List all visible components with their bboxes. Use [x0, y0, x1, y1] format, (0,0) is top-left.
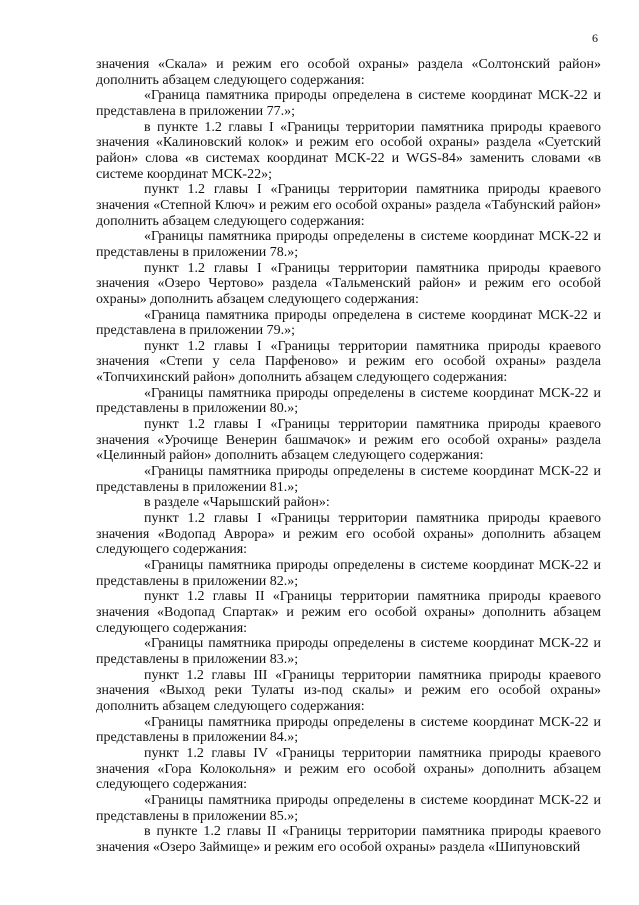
paragraph-4: пункт 1.2 главы I «Границы территории памятника природы краевого значения «Степной Ключ» и режим его особой охраны» раздела «Табунский район» дополнить абзацем следующего содержания:: [96, 182, 601, 229]
paragraph-3: в пункте 1.2 главы I «Границы территории памятника природы краевого значения «Калиновский колок» и режим его особой охраны» раздела «Суетский район» слова «в системах координат МСК-22 и WGS-84» заменить словами «в системе координат МСК-22»;: [96, 119, 601, 182]
document-body: [96, 57, 601, 855]
paragraph-1: значения «Скала» и режим его особой охраны» раздела «Солтонский район» дополнить абзацем следующего содержания:: [96, 57, 601, 88]
paragraph-10: пункт 1.2 главы I «Границы территории памятника природы краевого значения «Урочище Венерин башмачок» и режим его особой охраны» раздела «Целинный район» дополнить абзацем следующего содержания:: [96, 417, 601, 464]
paragraph-7: «Граница памятника природы определена в системе координат МСК-22 и представлена в приложении 79.»;: [96, 307, 601, 339]
paragraph-20: «Границы памятника природы определены в системе координат МСК-22 и представлены в приложении 85.»;: [96, 792, 601, 824]
paragraph-6: пункт 1.2 главы I «Границы территории памятника природы краевого значения «Озеро Чертово» раздела «Тальменский район» и режим его особой охраны» дополнить абзацем следующего содержания:: [96, 260, 601, 307]
paragraph-16: «Границы памятника природы определены в системе координат МСК-22 и представлены в приложении 83.»;: [96, 636, 601, 667]
paragraph-18: «Границы памятника природы определены в системе координат МСК-22 и представлены в приложении 84.»;: [96, 714, 601, 746]
paragraph-19: пункт 1.2 главы IV «Границы территории памятника природы краевого значения «Гора Колокольня» и режим его особой охраны» дополнить абзацем следующего содержания:: [96, 745, 601, 793]
paragraph-14: «Границы памятника природы определены в системе координат МСК-22 и представлены в приложении 82.»;: [96, 558, 601, 589]
paragraph-12: в разделе «Чарышский район»:: [144, 495, 330, 511]
paragraph-8: пункт 1.2 главы I «Границы территории памятника природы краевого значения «Степи у села Парфеново» и режим его особой охраны» раздела «Топчихинский район» дополнить абзацем следующего содержания:: [96, 338, 601, 386]
paragraph-5: «Границы памятника природы определены в системе координат МСК-22 и представлены в приложении 78.»;: [96, 229, 601, 260]
paragraph-13: пункт 1.2 главы I «Границы территории памятника природы краевого значения «Водопад Аврора» и режим его особой охраны» дополнить абзацем следующего содержания:: [96, 511, 601, 558]
paragraph-2: «Граница памятника природы определена в системе координат МСК-22 и представлена в приложении 77.»;: [96, 88, 601, 119]
paragraph-11: «Границы памятника природы определены в системе координат МСК-22 и представлены в приложении 81.»;: [96, 464, 601, 495]
paragraph-21: в пункте 1.2 главы II «Границы территории памятника природы краевого значения «Озеро Займище» и режим его особой охраны» раздела «Шипуновский: [96, 824, 601, 855]
page-number: 6: [592, 31, 598, 45]
paragraph-17: пункт 1.2 главы III «Границы территории памятника природы краевого значения «Выход реки Тулаты из-под скалы» и режим его особой охраны» дополнить абзацем следующего содержания:: [96, 667, 601, 714]
paragraph-9: «Границы памятника природы определены в системе координат МСК-22 и представлены в приложении 80.»;: [96, 385, 601, 417]
paragraph-15: пункт 1.2 главы II «Границы территории памятника природы краевого значения «Водопад Спартак» и режим его особой охраны» дополнить абзацем следующего содержания:: [96, 589, 601, 636]
